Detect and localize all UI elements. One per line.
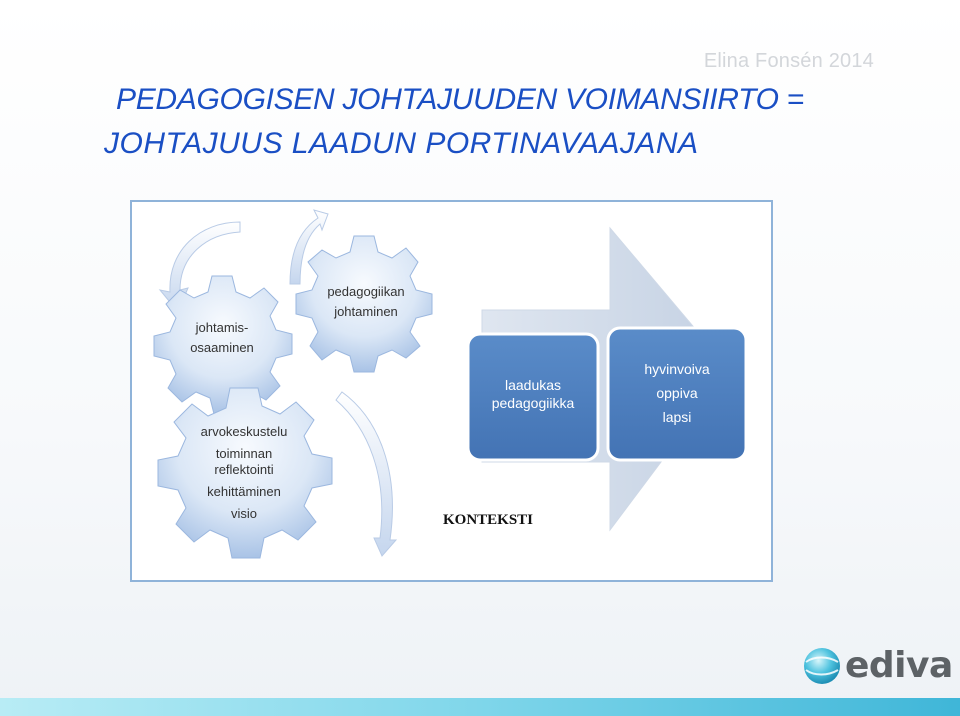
diagram-canvas: [130, 200, 773, 582]
konteksti-label: KONTEKSTI: [442, 512, 534, 528]
gear-arvot-item-2: toiminnan: [215, 446, 273, 461]
gear-johtamisosaaminen-line1: johtamis-: [195, 320, 249, 335]
box-laadukas-line1: laadukas: [504, 377, 562, 393]
box-hyvinvoiva-line3: lapsi: [662, 409, 692, 425]
gear-arvot-item-1: arvokeskustelu: [200, 424, 288, 439]
box-hyvinvoiva-line1: hyvinvoiva: [644, 361, 710, 377]
gear-pedagogiikan-line2: johtaminen: [334, 304, 398, 319]
title-line-1: PEDAGOGISEN JOHTAJUUDEN VOIMANSIIRTO =: [116, 83, 804, 116]
title-line-2: JOHTAJUUS LAADUN PORTINAVAAJANA: [104, 126, 699, 160]
gear-johtamisosaaminen-line2: osaaminen: [190, 340, 254, 355]
gear-arvot-item-5: visio: [230, 506, 258, 521]
gear-pedagogiikan-line1: pedagogiikan: [327, 284, 405, 299]
ediva-logo-text: ediva: [845, 645, 953, 686]
box-hyvinvoiva-line2: oppiva: [656, 385, 698, 401]
gear-arvot-item-3: reflektointi: [214, 462, 274, 477]
bottom-accent-bar: [0, 698, 960, 716]
curve-arrow-bottom-right: [336, 392, 396, 556]
slide-title: [104, 78, 904, 165]
author-year: Elina Fonsén 2014: [703, 50, 874, 72]
box-laadukas-line2: pedagogiikka: [491, 395, 575, 411]
konteksti-box: [418, 500, 606, 560]
gear-arvot-item-4: kehittäminen: [207, 484, 281, 499]
